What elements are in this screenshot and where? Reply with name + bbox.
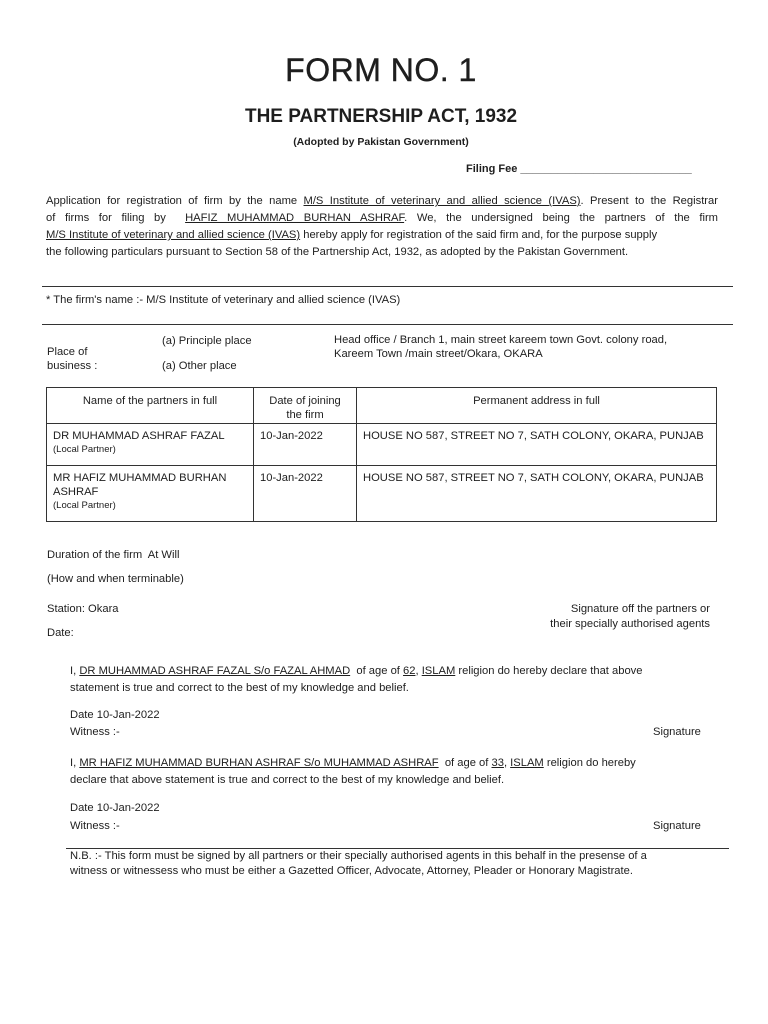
adopted-note: (Adopted by Pakistan Government) xyxy=(293,136,469,148)
column-header: Date of joining the firm xyxy=(254,388,357,424)
decl-text: , xyxy=(503,757,511,769)
declarant-age: 62 xyxy=(403,665,416,677)
joining-date: 10-Jan-2022 xyxy=(254,424,357,466)
station-line: Station: Okara xyxy=(47,603,119,615)
decl-text: statement is true and correct to the best of my knowledge and belief. xyxy=(70,682,409,694)
intro-text: hereby apply for registration of the said firm and, for the purpose supply xyxy=(300,229,658,241)
divider xyxy=(42,286,733,287)
filing-fee: Filing Fee ____________________________ xyxy=(466,163,692,175)
firm-name-line: * The firm's name :- M/S Institute of veterinary and allied science (IVAS) xyxy=(46,294,401,306)
address-line: Head office / Branch 1, main street kareem town Govt. colony road, xyxy=(334,334,668,346)
table-row xyxy=(47,466,717,522)
address-line: Kareem Town /main street/Okara, OKARA xyxy=(334,348,543,360)
partners-signature-note xyxy=(480,602,710,632)
decl-text: declare that above statement is true and correct to the best of my knowledge and belief. xyxy=(70,774,505,786)
column-header: Name of the partners in full xyxy=(47,388,254,424)
partner-role: (Local Partner) xyxy=(53,444,116,455)
nb-note xyxy=(70,849,647,879)
form-title: FORM NO. 1 xyxy=(285,52,477,88)
partner-name-cell xyxy=(47,424,254,466)
partner-name: DR MUHAMMAD ASHRAF FAZAL xyxy=(53,430,225,442)
decl-text: I, xyxy=(70,757,80,769)
joining-date: 10-Jan-2022 xyxy=(254,466,357,522)
permanent-address: HOUSE NO 587, STREET NO 7, SATH COLONY, OKARA, PUNJAB xyxy=(357,466,717,522)
other-place-label: (a) Other place xyxy=(162,360,237,372)
declaration-2 xyxy=(70,755,715,789)
intro-text: . We, the undersigned being the partners of the firm xyxy=(404,212,719,224)
intro-text: Application for registration of firm by the name xyxy=(46,195,304,207)
filer-name: HAFIZ MUHAMMAD BURHAN ASHRAF xyxy=(185,212,405,224)
partner-role: (Local Partner) xyxy=(53,500,116,511)
declarant-age: 33 xyxy=(491,757,504,769)
partners-table xyxy=(46,387,717,522)
partner-name: MR HAFIZ MUHAMMAD BURHAN ASHRAF xyxy=(53,472,227,498)
nb-line: witness or witnessess who must be either a Gazetted Officer, Advocate, Attorney, Pleader or Honorary Magistrate. xyxy=(70,865,633,877)
partner-name-cell xyxy=(47,466,254,522)
firm-name-link: M/S Institute of veterinary and allied science (IVAS) xyxy=(303,195,581,207)
intro-text: . Present to the Registrar xyxy=(580,195,718,207)
declarant-religion: ISLAM xyxy=(510,757,544,769)
intro-text: the following particulars pursuant to Section 58 of the Partnership Act, 1932, as adopted by the Pakistan Government. xyxy=(46,246,629,258)
duration-line: Duration of the firm At Will xyxy=(47,549,180,561)
business-address xyxy=(334,333,667,361)
principle-place-label: (a) Principle place xyxy=(162,335,252,347)
decl-text: religion do hereby declare that above xyxy=(455,665,643,677)
act-title: THE PARTNERSHIP ACT, 1932 xyxy=(244,106,518,127)
declaration-2-witness: Witness :- xyxy=(70,820,120,832)
decl-text: I, xyxy=(70,665,80,677)
date-label: Date: xyxy=(47,627,74,639)
decl-text: religion do hereby xyxy=(543,757,636,769)
declaration-2-signature: Signature xyxy=(653,820,701,832)
table-header-row xyxy=(47,388,717,424)
intro-paragraph xyxy=(46,193,718,261)
firm-name-link: M/S Institute of veterinary and allied science (IVAS) xyxy=(46,229,301,241)
table-row xyxy=(47,424,717,466)
place-of-business-label xyxy=(47,345,97,373)
declaration-2-date: Date 10-Jan-2022 xyxy=(70,802,160,814)
declaration-1 xyxy=(70,663,715,697)
divider xyxy=(42,324,733,325)
column-header: Permanent address in full xyxy=(357,388,717,424)
nb-line: N.B. :- This form must be signed by all partners or their specially authorised agents in this behalf in the presense of a xyxy=(70,850,647,862)
declarant-name: DR MUHAMMAD ASHRAF FAZAL S/o FAZAL AHMAD xyxy=(79,665,351,677)
label-line: business : xyxy=(47,360,98,372)
declaration-1-date: Date 10-Jan-2022 xyxy=(70,709,160,721)
decl-text: , xyxy=(415,665,422,677)
intro-text: of firms for filing by xyxy=(46,212,176,224)
declaration-1-signature: Signature xyxy=(653,726,701,738)
declarant-religion: ISLAM xyxy=(421,665,456,677)
decl-text: of age of xyxy=(438,757,492,769)
label-line: Place of xyxy=(47,346,88,358)
signature-note-line: their specially authorised agents xyxy=(550,618,710,630)
permanent-address: HOUSE NO 587, STREET NO 7, SATH COLONY, OKARA, PUNJAB xyxy=(357,424,717,466)
declaration-1-witness: Witness :- xyxy=(70,726,120,738)
decl-text: of age of xyxy=(350,665,404,677)
terminable-note: (How and when terminable) xyxy=(47,573,184,585)
declarant-name: MR HAFIZ MUHAMMAD BURHAN ASHRAF S/o MUHAMMAD ASHRAF xyxy=(79,757,439,769)
signature-note-line: Signature off the partners or xyxy=(570,603,710,615)
